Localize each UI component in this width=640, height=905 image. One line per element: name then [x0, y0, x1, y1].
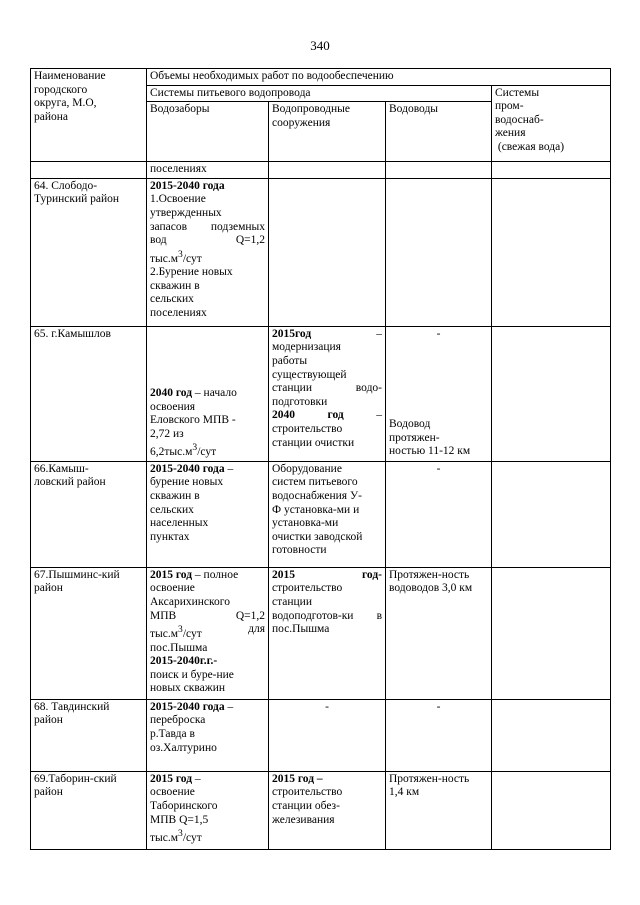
- cell-word: тыс.м: [150, 252, 179, 265]
- cell-line: водоснабжения У-: [272, 489, 362, 502]
- cell-intakes: [147, 326, 269, 461]
- cell-line: железивания: [272, 813, 335, 826]
- district-name-line: 66.Камыш-: [34, 462, 89, 475]
- cell-intakes: [147, 699, 269, 771]
- cell-line: оз.Халтурино: [150, 741, 217, 754]
- cell-word: вод: [150, 234, 167, 247]
- cell-facilities: -: [269, 699, 386, 771]
- cell-line: Аксарихинского: [150, 595, 230, 608]
- cell-word: Q=1,2: [235, 234, 265, 247]
- cell-word: тыс.м: [150, 627, 179, 640]
- header-industrial-line: водоснаб-: [495, 113, 544, 126]
- cell-line: освоения: [150, 400, 196, 413]
- cell-line: станции обез-: [272, 799, 340, 812]
- cell-pipelines: [386, 771, 492, 849]
- cell-line: населенных: [150, 517, 209, 530]
- cell-line: освоение: [150, 582, 195, 595]
- header-industrial-line: жения: [495, 127, 526, 140]
- cell-line: поиск и буре-ние: [150, 668, 234, 681]
- cell-word: /сут: [197, 446, 217, 459]
- cell-line: скважин в: [150, 489, 200, 502]
- superscript: 3: [178, 624, 183, 636]
- header-industrial-line: пром-: [495, 100, 524, 113]
- cell-line: [150, 827, 265, 845]
- period-heading: 2015: [272, 568, 295, 581]
- cell-industrial: [492, 461, 611, 567]
- cell-intakes: [147, 461, 269, 567]
- cell-intakes: [147, 178, 269, 326]
- cell-word: в: [376, 609, 382, 622]
- cell-line: 2.Бурение новых: [150, 266, 233, 279]
- table-row-64: [31, 178, 611, 326]
- cell-name: [31, 461, 147, 567]
- cell-line: [272, 328, 382, 342]
- cell-name: [31, 699, 147, 771]
- page-number: 340: [310, 38, 330, 53]
- cell-line: [150, 221, 265, 235]
- cell-line: пунктах: [150, 530, 190, 543]
- cell-line: Протяжен-ность: [389, 568, 470, 581]
- cell-intakes: поселениях: [147, 162, 269, 179]
- cell-line: [150, 701, 265, 715]
- period-heading: 2015-2040 года: [150, 462, 225, 475]
- cell-word: МПВ: [150, 609, 177, 622]
- cell-word: 6,2тыс.м: [150, 446, 193, 459]
- superscript: 3: [192, 442, 198, 454]
- cell-line: 1,4 км: [389, 786, 420, 799]
- cell-line: [150, 248, 265, 266]
- cell-line: [272, 569, 382, 583]
- cell-line: установка-ми: [272, 517, 339, 530]
- table-row-69: [31, 771, 611, 849]
- cell-line: Еловского МПВ -: [150, 414, 236, 427]
- period-heading: 2015-2040 года: [150, 179, 225, 192]
- district-name-line: район: [34, 786, 63, 799]
- header-intakes: Водозаборы: [147, 102, 269, 162]
- table-row-66: [31, 461, 611, 567]
- cell-pipelines: -: [386, 699, 492, 771]
- cell-word: Q=1,2: [235, 609, 265, 622]
- cell-pipelines: [386, 326, 492, 461]
- cell-line: Водовод: [389, 418, 431, 430]
- cell-line: [272, 610, 382, 624]
- cell-word: год: [327, 409, 344, 422]
- cell-word: – полное: [192, 568, 239, 581]
- cell-line: строительство: [272, 422, 343, 435]
- cell-line: строительство: [272, 786, 343, 799]
- cell-line: [150, 387, 265, 401]
- period-heading: 2015 год: [150, 772, 193, 785]
- period-heading: 2015 год –: [272, 772, 323, 785]
- header-pipelines: Водоводы: [386, 102, 492, 162]
- cell-name: 65. г.Камышлов: [31, 326, 147, 461]
- cell-word: /сут: [182, 252, 202, 265]
- period-heading: 2015 год: [150, 568, 193, 581]
- cell-industrial: [492, 178, 611, 326]
- cell-line: модернизация: [272, 341, 341, 354]
- cell-line: систем питьевого: [272, 476, 358, 489]
- cell-word: – начало: [192, 386, 237, 399]
- period-heading: 2015-2040 года: [150, 700, 225, 713]
- cell-line: Оборудование: [272, 462, 342, 475]
- cell-line: поселениях: [150, 306, 207, 319]
- cell-facilities: [269, 326, 386, 461]
- cell-word: станции: [272, 382, 312, 395]
- header-volumes: Объемы необходимых работ по водообеспечению: [147, 69, 611, 86]
- cell-line: освоение: [150, 786, 195, 799]
- header-name-line: Наименование: [34, 70, 106, 82]
- empty-dash: -: [436, 327, 441, 340]
- cell-industrial: [492, 162, 611, 179]
- cell-line: бурение новых: [150, 476, 224, 489]
- header-name-line: района: [34, 110, 69, 123]
- cell-line: [150, 773, 265, 787]
- cell-line: сельских: [150, 293, 194, 306]
- header-industrial-line: Системы: [495, 86, 540, 99]
- cell-word: год-: [361, 568, 382, 581]
- cell-line: Протяжен-ность: [389, 772, 470, 785]
- header-row-1: [31, 69, 611, 86]
- cell-pipelines: [386, 162, 492, 179]
- header-facilities-line: Водопроводные: [272, 103, 350, 116]
- district-name-line: Туринский район: [34, 193, 120, 206]
- header-name-cell: [31, 69, 147, 162]
- cell-pipelines: -: [386, 461, 492, 567]
- period-heading: 2015год: [272, 327, 312, 340]
- cell-line: существующей: [272, 368, 347, 381]
- cell-word: водоподготов-ки: [272, 609, 354, 622]
- cell-line: [150, 569, 265, 583]
- header-name-line: городского: [34, 83, 88, 96]
- cell-industrial: [492, 326, 611, 461]
- cell-intakes: [147, 567, 269, 699]
- table-row-67: [31, 567, 611, 699]
- cell-line: работы: [272, 354, 308, 367]
- cell-word: –: [224, 700, 234, 713]
- cell-industrial: [492, 699, 611, 771]
- cell-line: строительство: [272, 582, 343, 595]
- cell-name: [31, 178, 147, 326]
- cell-facilities: [269, 162, 386, 179]
- cell-line: Таборинского: [150, 799, 218, 812]
- cell-word: –: [376, 409, 382, 422]
- cell-line: пос.Пышма: [150, 641, 208, 654]
- cell-line: сельских: [150, 503, 194, 516]
- pipe-text: [389, 418, 488, 459]
- cell-line: р.Тавда в: [150, 727, 195, 740]
- cell-line: пос.Пышма: [272, 623, 330, 636]
- header-facilities: [269, 102, 386, 162]
- cell-line: станции очистки: [272, 436, 355, 449]
- district-name-line: 68. Тавдинский: [34, 700, 110, 713]
- superscript: 3: [178, 248, 183, 260]
- district-name-line: 64. Слободо-: [34, 179, 98, 192]
- header-drinking: Системы питьевого водопровода: [147, 85, 492, 102]
- cell-pipelines: [386, 178, 492, 326]
- table-row-65: [31, 326, 611, 461]
- cell-name: [31, 771, 147, 849]
- cell-name: [31, 162, 147, 179]
- cell-facilities: [269, 567, 386, 699]
- cell-line: [272, 382, 382, 396]
- cell-line: подготовки: [272, 395, 328, 408]
- district-name-line: 69.Таборин-ский: [34, 772, 117, 785]
- cell-line: станции: [272, 595, 312, 608]
- cell-industrial: [492, 567, 611, 699]
- header-facilities-line: сооружения: [272, 116, 331, 129]
- cell-line: [150, 234, 265, 248]
- table-row-68: [31, 699, 611, 771]
- district-name-line: ловский район: [34, 476, 106, 489]
- cell-line: 1.Освоение: [150, 193, 206, 206]
- cell-line: ностью 11-12 км: [389, 445, 471, 458]
- period-heading: 2040 год: [150, 386, 193, 399]
- cell-word: –: [376, 327, 382, 340]
- cell-word: запасов: [150, 220, 188, 233]
- water-supply-table: [30, 68, 611, 850]
- header-industrial: [492, 85, 611, 162]
- cell-line: водоводов 3,0 км: [389, 582, 473, 595]
- cell-intakes: [147, 771, 269, 849]
- cell-word: –: [224, 462, 234, 475]
- cell-word: /сут: [182, 627, 202, 640]
- district-name-line: район: [34, 582, 63, 595]
- superscript: 3: [178, 828, 183, 840]
- cell-line: очистки заводской: [272, 530, 363, 543]
- cell-line: готовности: [272, 544, 327, 557]
- cell-line: протяжен-: [389, 431, 440, 444]
- header-industrial-line: (свежая вода): [495, 140, 565, 153]
- cell-pipelines: [386, 567, 492, 699]
- table-row-continuation: [31, 162, 611, 179]
- period-heading: 2040: [272, 409, 295, 422]
- cell-word: /сут: [182, 831, 202, 844]
- cell-industrial: [492, 771, 611, 849]
- cell-word: тыс.м: [150, 831, 179, 844]
- cell-name: [31, 567, 147, 699]
- cell-word: –: [192, 772, 201, 785]
- district-name-line: район: [34, 714, 63, 727]
- cell-facilities: [269, 178, 386, 326]
- cell-line: скважин в: [150, 279, 200, 292]
- header-name-line: округа, М.О,: [34, 97, 97, 110]
- cell-word: для: [248, 623, 265, 636]
- cell-line: [150, 610, 265, 624]
- period-heading: 2015-2040г.г.-: [150, 655, 218, 668]
- cell-line: МПВ Q=1,5: [150, 813, 209, 826]
- cell-facilities: [269, 461, 386, 567]
- cell-word: водо-: [355, 382, 382, 395]
- cell-line: новых скважин: [150, 682, 226, 695]
- cell-facilities: [269, 771, 386, 849]
- cell-line: утвержденных: [150, 206, 222, 219]
- cell-word: подземных: [210, 220, 265, 233]
- cell-word: [150, 623, 202, 641]
- cell-line: Ф установка-ми и: [272, 503, 360, 516]
- district-name-line: 67.Пышминс-кий: [34, 568, 120, 581]
- cell-line: переброска: [150, 714, 206, 727]
- cell-line: [272, 409, 382, 423]
- cell-line: [150, 463, 265, 477]
- cell-line: [150, 623, 265, 641]
- cell-line: 2,72 из: [150, 427, 184, 440]
- cell-line: [150, 441, 265, 459]
